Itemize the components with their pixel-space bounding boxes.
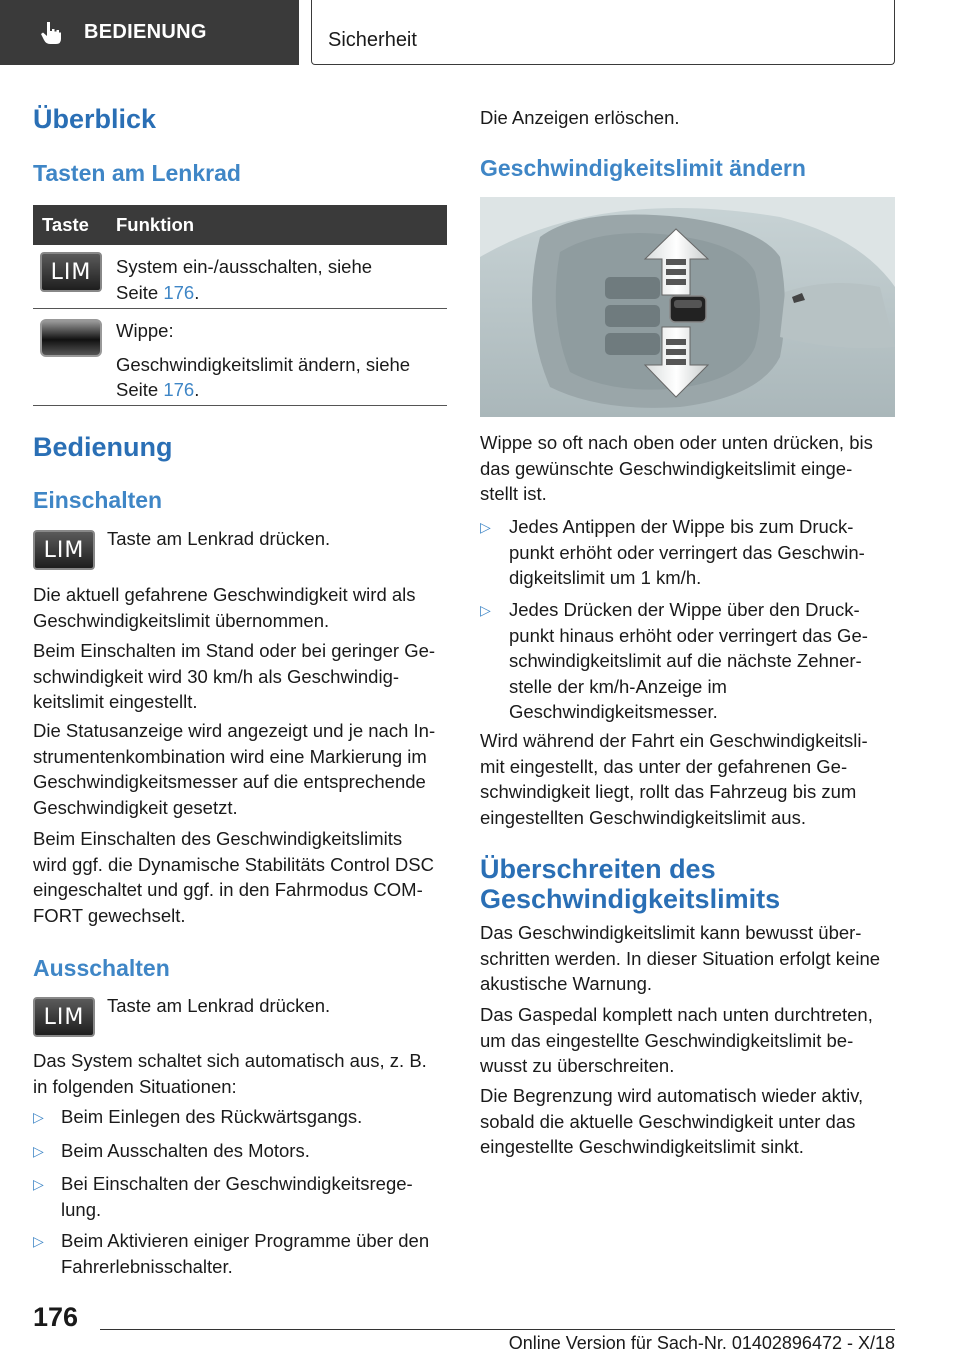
bullet-triangle-icon: ▷ (33, 1176, 44, 1192)
page-number: 176 (33, 1302, 79, 1332)
text-line: schritten werden. In dieser Situation erfolgt keine (480, 947, 881, 969)
text-line: akustische Warnung. (480, 973, 653, 994)
list-item (61, 1228, 429, 1279)
heading-aendern: Geschwindigkeitslimit ändern (480, 155, 806, 181)
text-line: strumentenkombination wird eine Markierung im (33, 745, 427, 767)
text-line: schwindigkeit liegt, rollt das Fahrzeug bis zum (480, 781, 857, 802)
row1-line: System ein-/ausschalten, siehe (116, 256, 373, 277)
text-line: Die aktuell gefahrene Geschwindigkeit wird als (33, 584, 416, 605)
ueberschreiten-paragraph-2 (480, 1002, 895, 1079)
footer-online-version: Online Version für Sach-Nr. 01402896472 - X/18 (508, 1333, 895, 1353)
heading-ueberblick: Überblick (33, 104, 157, 134)
bullet-triangle-icon: ▷ (480, 602, 491, 618)
row2-line1: Wippe: (116, 320, 174, 341)
text-line: Beim Einschalten im Stand oder bei geringer Ge- (33, 640, 436, 661)
einschalten-paragraph-1 (33, 582, 447, 633)
text-line: Das System schaltet sich automatisch aus, z. B. (33, 1050, 427, 1071)
text-line: Beim Aktivieren einiger Programme über den (61, 1230, 430, 1251)
einschalten-paragraph-4 (33, 826, 447, 928)
list-item (61, 1171, 413, 1222)
text-line: mit eingestellt, das unter der gefahrenen Ge- (480, 755, 848, 777)
row1-page-link[interactable]: 176 (163, 281, 195, 303)
heading-ueberschreiten (480, 854, 780, 914)
text-line: stellt ist. (480, 483, 547, 504)
heading-ausschalten: Ausschalten (33, 955, 170, 981)
text-line: eingestellten Geschwindigkeitslimit aus. (480, 806, 806, 828)
text-line: stelle der km/h-Anzeige im (509, 675, 727, 697)
text-line: sobald die aktuelle Geschwindigkeit unter das (480, 1110, 856, 1132)
text-line: wusst zu überschreiten. (480, 1055, 675, 1076)
text-line: Fahrerlebnisschalter. (61, 1255, 233, 1277)
text-line: lung. (61, 1198, 102, 1220)
text-line: digkeitslimit um 1 km/h. (509, 567, 702, 588)
einschalten-instruction: Taste am Lenkrad drücken. (107, 528, 331, 549)
text-line: FORT gewechselt. (33, 904, 186, 926)
text-line: Das Geschwindigkeitslimit kann bewusst über- (480, 922, 862, 943)
table-divider (33, 308, 447, 309)
footer-rule (100, 1329, 895, 1330)
text-line: punkt hinaus erhöht oder verringert das Ge- (509, 624, 868, 646)
text-line: Die Begrenzung wird automatisch wieder aktiv, (480, 1085, 864, 1106)
section-label: BEDIENUNG (84, 21, 207, 43)
list-item: Beim Einlegen des Rückwärtsgangs. (61, 1106, 363, 1127)
list-item: Beim Ausschalten des Motors. (61, 1140, 310, 1161)
bullet-triangle-icon: ▷ (33, 1143, 44, 1159)
row1-ref-line: Seite 176. (116, 281, 200, 303)
heading-bedienung: Bedienung (33, 432, 173, 462)
ueberschreiten-paragraph-1 (480, 920, 895, 997)
text-line: das gewünschte Geschwindigkeitslimit einge- (480, 457, 853, 479)
ausschalten-instruction: Taste am Lenkrad drücken. (107, 995, 331, 1016)
text-line: Wippe so oft nach oben oder unten drücken, bis (480, 432, 873, 453)
hand-pointer-icon (38, 19, 66, 47)
list-item (509, 597, 868, 725)
text-line: um das eingestellte Geschwindigkeitslimit be- (480, 1029, 854, 1051)
col-header-funktion: Funktion (116, 214, 195, 235)
row2-ref-prefix: Seite (116, 379, 164, 400)
text-line: in folgenden Situationen: (33, 1075, 237, 1097)
row2-ref-line: Seite 176. (116, 379, 200, 400)
einschalten-paragraph-2 (33, 638, 447, 715)
text-line: Beim Einschalten des Geschwindigkeitslimits (33, 828, 403, 849)
text-line: Wird während der Fahrt ein Geschwindigkeitsli- (480, 730, 868, 751)
table-bottom (33, 405, 447, 406)
einschalten-paragraph-3 (33, 718, 447, 820)
bullet-triangle-icon: ▷ (33, 1109, 44, 1125)
table-row-2-text (116, 318, 410, 403)
text-line: Jedes Antippen der Wippe bis zum Druck- (509, 516, 854, 537)
aendern-paragraph-2 (480, 728, 895, 830)
text-line: punkt erhöht oder verringert das Geschwin- (509, 541, 865, 563)
lim-button-icon: LIM (40, 252, 102, 292)
text-line: schwindigkeitslimit auf die nächste Zehner- (509, 650, 862, 671)
text-line: eingestellte Geschwindigkeitslimit sinkt. (480, 1136, 804, 1157)
heading-line: Überschreiten des (480, 854, 716, 884)
aendern-paragraph-1 (480, 430, 895, 507)
text-line: Geschwindigkeitsmesser auf die entsprechende (33, 771, 426, 792)
intro-text: Die Anzeigen erlöschen. (480, 107, 680, 128)
text-line: eingeschaltet und ggf. in den Fahrmodus COM- (33, 879, 423, 900)
text-line: schwindigkeit wird 30 km/h als Geschwindig- (33, 665, 400, 687)
text-line: Geschwindigkeitsmesser. (509, 701, 718, 722)
heading-einschalten: Einschalten (33, 487, 163, 513)
bullet-triangle-icon: ▷ (33, 1233, 44, 1249)
text-line: Geschwindigkeit gesetzt. (33, 796, 238, 818)
heading-tasten: Tasten am Lenkrad (33, 160, 241, 186)
table-header (33, 205, 447, 245)
chapter-label: Sicherheit (328, 29, 417, 51)
text-line: Jedes Drücken der Wippe über den Druck- (509, 599, 860, 620)
bullet-triangle-icon: ▷ (480, 519, 491, 535)
rocker-switch-icon (40, 319, 102, 357)
steering-wheel-rocker-illustration (480, 197, 895, 417)
heading-line: Geschwindigkeitslimits (480, 884, 781, 914)
lim-button-icon: LIM (33, 997, 95, 1037)
row1-ref-prefix: Seite (116, 281, 164, 303)
text-line: Das Gaspedal komplett nach unten durchtreten, (480, 1004, 873, 1025)
text-line: Bei Einschalten der Geschwindigkeitsrege- (61, 1173, 413, 1194)
section-tab[interactable] (0, 0, 299, 65)
ueberschreiten-paragraph-3 (480, 1083, 895, 1160)
table-row-1-text (116, 254, 372, 305)
text-line: Geschwindigkeitslimit übernommen. (33, 609, 330, 631)
col-header-taste: Taste (42, 214, 89, 235)
row2-page-link[interactable]: 176 (163, 379, 195, 400)
text-line: wird ggf. die Dynamische Stabilitäts Control DSC (33, 853, 434, 875)
ausschalten-paragraph (33, 1048, 447, 1099)
row2-line2: Geschwindigkeitslimit ändern, siehe (116, 353, 411, 375)
text-line: keitslimit eingestellt. (33, 691, 198, 712)
list-item (509, 514, 865, 591)
chapter-box (311, 0, 895, 65)
lim-button-icon: LIM (33, 530, 95, 570)
text-line: Die Statusanzeige wird angezeigt und je nach In- (33, 720, 436, 741)
